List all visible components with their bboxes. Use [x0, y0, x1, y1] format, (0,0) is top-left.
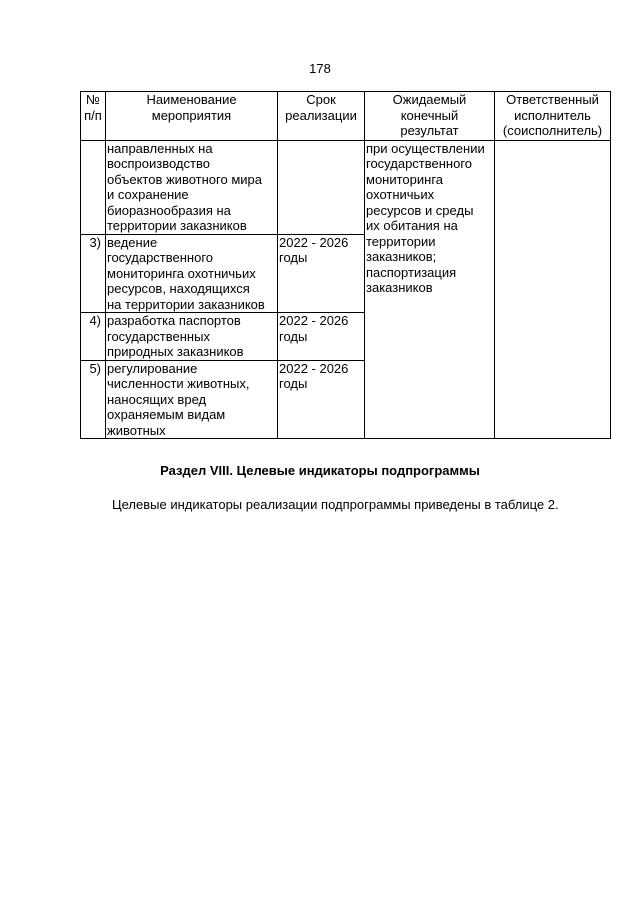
activity-name-cell: регулирование численности животных, наносящих вред охраняемым видам животных: [106, 360, 278, 439]
expected-result-cell: при осуществлении государственного мониторинга охотничьих ресурсов и среды их обитания на территории заказников; паспортизация заказников: [365, 140, 495, 439]
activities-table: [80, 91, 611, 439]
row-number-cell: 4): [81, 313, 106, 361]
activity-name-cell: ведение государственного мониторинга охотничьих ресурсов, находящихся на территории заказников: [106, 234, 278, 313]
header-expected-result: Ожидаемый конечный результат: [365, 92, 495, 141]
table-row: [81, 140, 611, 234]
activity-name-cell: разработка паспортов государственных природных заказников: [106, 313, 278, 361]
header-implementation-term: Срок реализации: [278, 92, 365, 141]
header-executor: Ответственный исполнитель (соисполнитель): [495, 92, 611, 141]
term-cell: 2022 - 2026 годы: [278, 360, 365, 439]
row-number-cell: 5): [81, 360, 106, 439]
term-cell: 2022 - 2026 годы: [278, 313, 365, 361]
row-number-cell: 3): [81, 234, 106, 313]
section-heading: Раздел VIII. Целевые индикаторы подпрограммы: [160, 463, 480, 478]
page-number: 178: [309, 61, 331, 76]
activity-name-cell: направленных на воспроизводство объектов животного мира и сохранение биоразнообразия на территории заказников: [106, 140, 278, 234]
row-number-cell: [81, 140, 106, 234]
term-cell: 2022 - 2026 годы: [278, 234, 365, 313]
body-paragraph: Целевые индикаторы реализации подпрограммы приведены в таблице 2.: [112, 497, 559, 512]
executor-cell: [495, 140, 611, 439]
header-activity-name: Наименование мероприятия: [106, 92, 278, 141]
header-number: № п/п: [81, 92, 106, 141]
term-cell: [278, 140, 365, 234]
table-header-row: [81, 92, 611, 141]
